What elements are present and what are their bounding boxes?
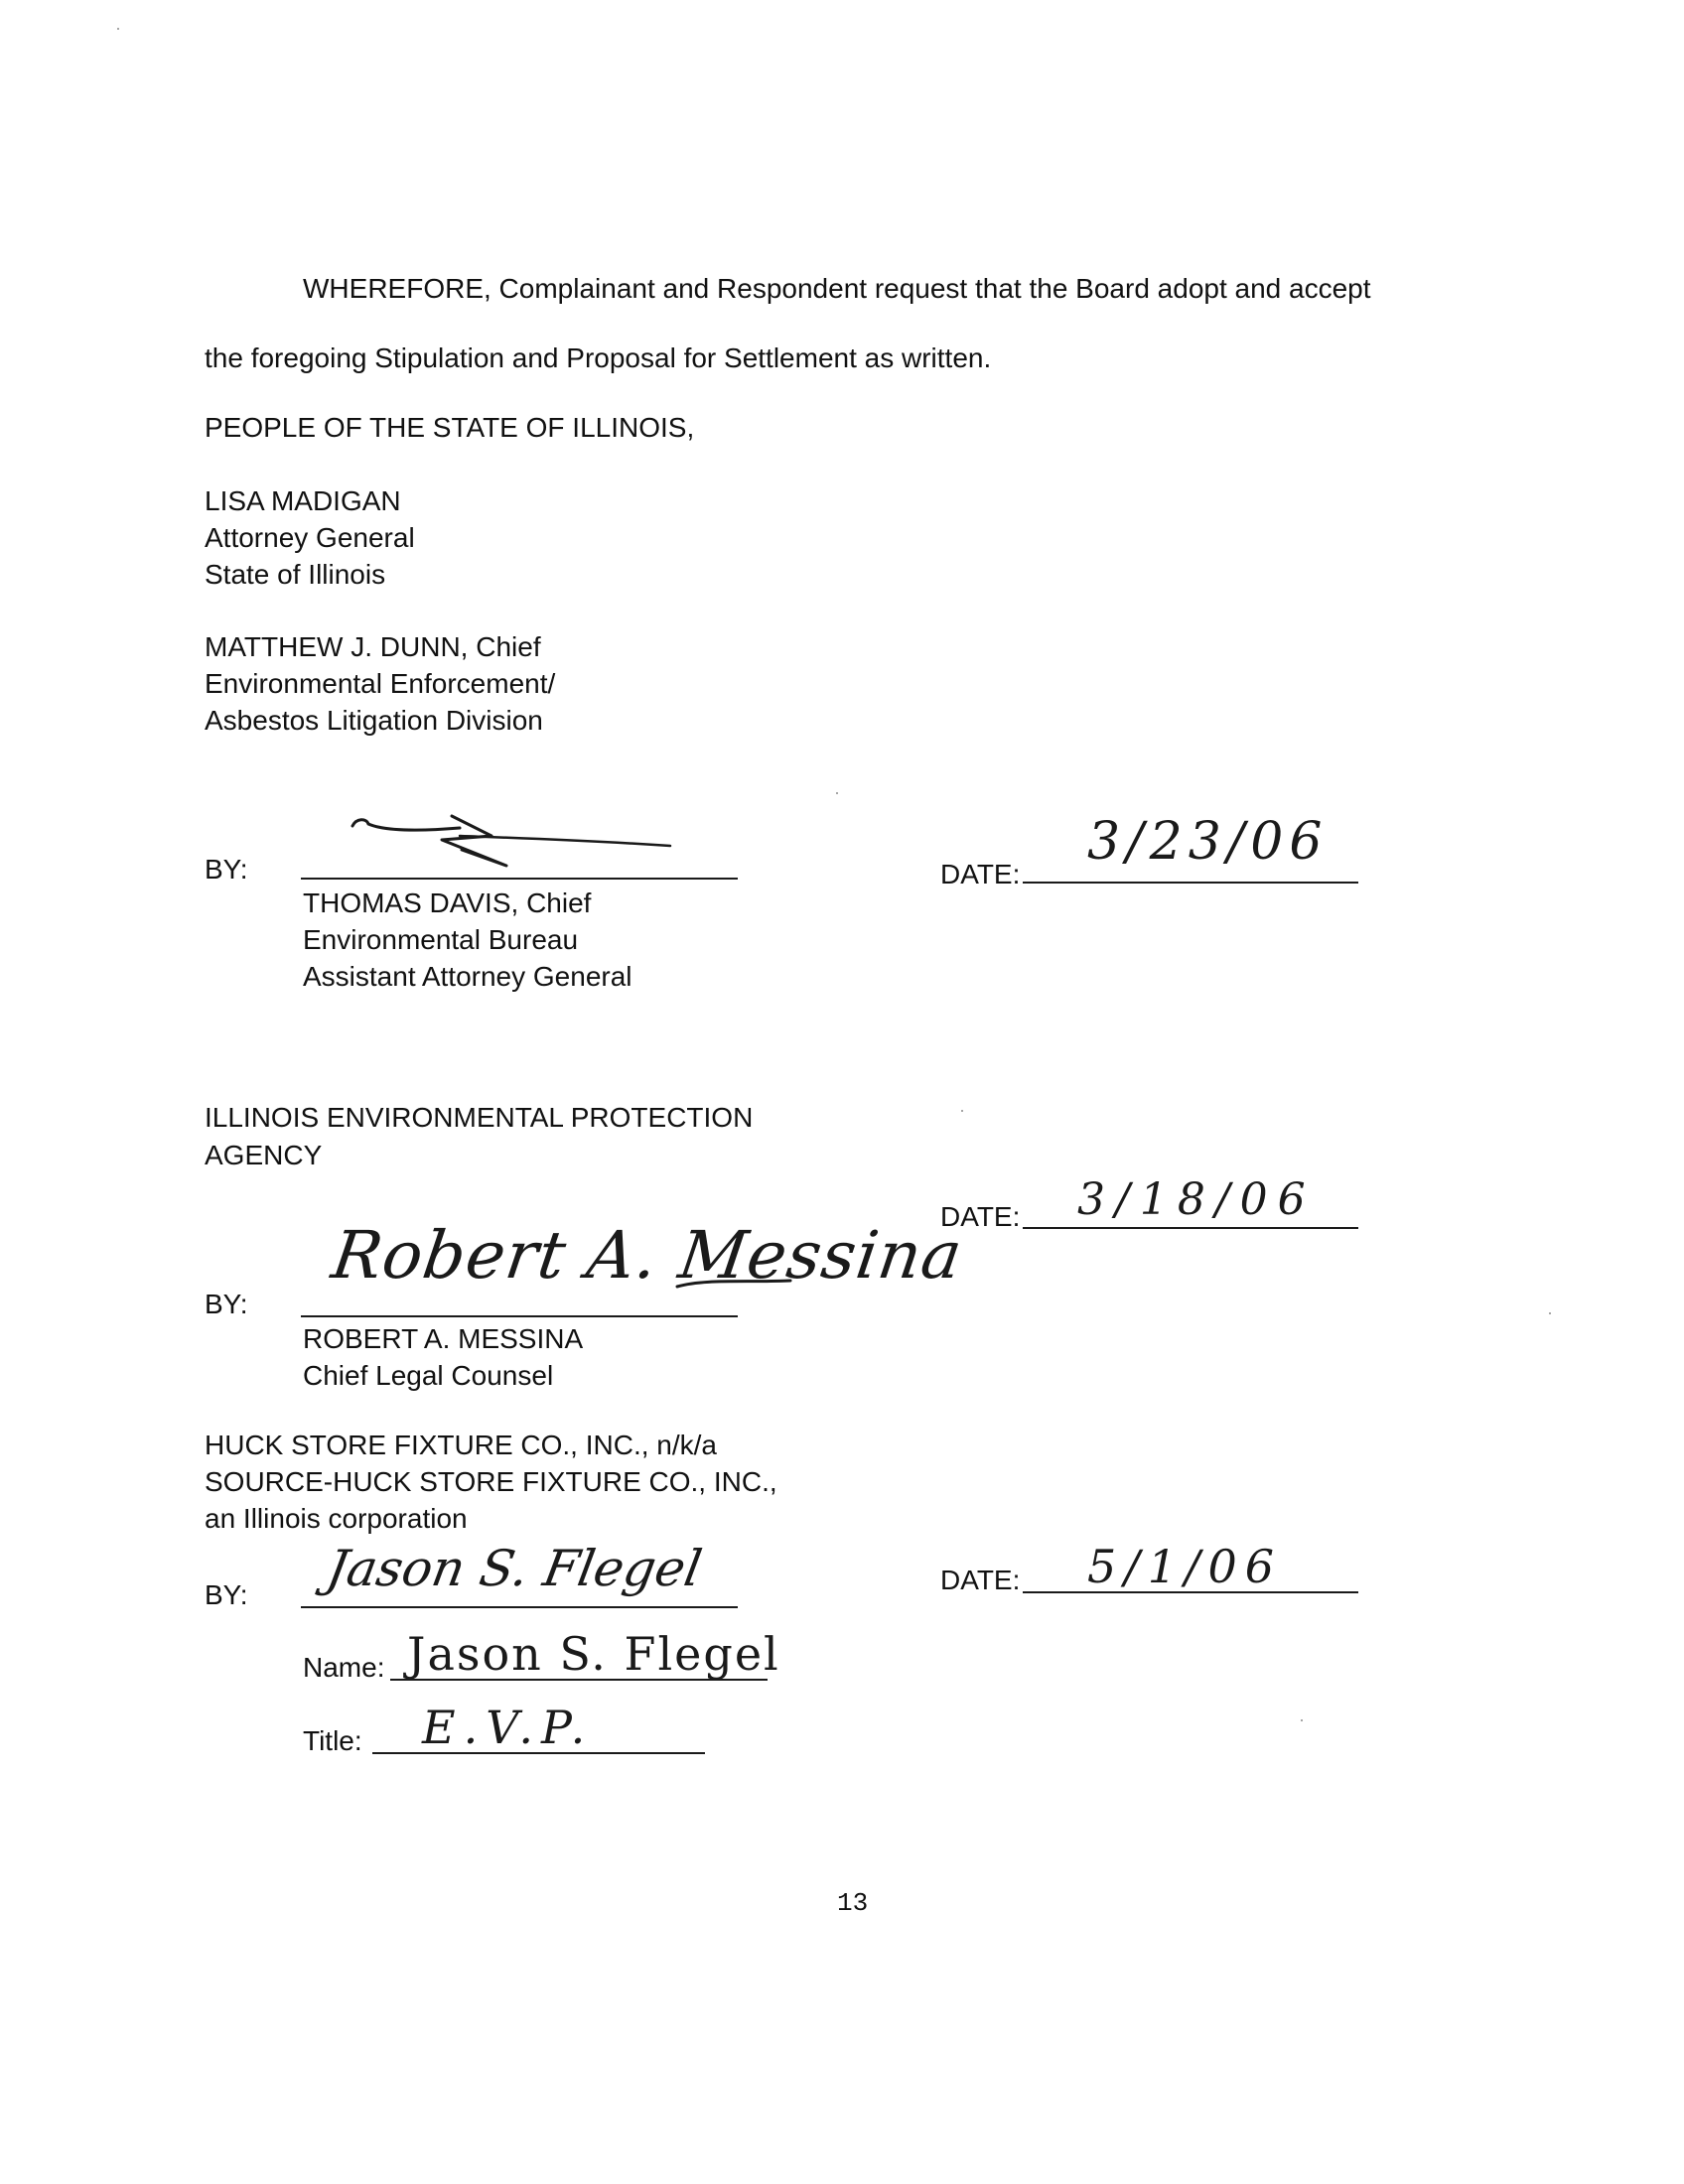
flegel-signature: Jason S. Flegel xyxy=(322,1540,706,1597)
huck-date-value: 5/1/06 xyxy=(1087,1540,1283,1593)
scan-speck xyxy=(836,792,838,794)
agency-date-line xyxy=(1023,1227,1358,1229)
paragraph-line-2: the foregoing Stipulation and Proposal for Settlement as written. xyxy=(205,342,992,373)
by-label-flegel: BY: xyxy=(205,1579,248,1610)
people-date-line xyxy=(1023,882,1358,884)
page-number: 13 xyxy=(837,1888,869,1918)
messina-signature: Robert A. Messina xyxy=(327,1217,968,1294)
huck-heading-line-2: SOURCE-HUCK STORE FIXTURE CO., INC., xyxy=(205,1466,777,1497)
davis-signature-line xyxy=(301,878,738,880)
paragraph-line-1: WHEREFORE, Complainant and Respondent request that the Board adopt and accept xyxy=(303,273,1371,304)
davis-bureau: Environmental Bureau xyxy=(303,924,579,955)
davis-title: Assistant Attorney General xyxy=(303,961,632,992)
attorney-name: LISA MADIGAN xyxy=(205,485,401,516)
chief-name: MATTHEW J. DUNN, Chief xyxy=(205,631,541,662)
title-value: E.V.P. xyxy=(422,1701,594,1754)
flegel-signature-line xyxy=(301,1606,738,1608)
name-value: Jason S. Flegel xyxy=(407,1627,780,1681)
huck-date-label: DATE: xyxy=(940,1565,1021,1595)
name-label: Name: xyxy=(303,1652,385,1683)
people-date-label: DATE: xyxy=(940,859,1021,889)
by-label-davis: BY: xyxy=(205,854,248,885)
scan-speck xyxy=(117,28,119,30)
attorney-title: Attorney General xyxy=(205,522,415,553)
people-date-value: 3/23/06 xyxy=(1087,812,1329,872)
agency-heading-line-1: ILLINOIS ENVIRONMENTAL PROTECTION xyxy=(205,1102,754,1133)
title-label: Title: xyxy=(303,1725,362,1756)
chief-division-line-1: Environmental Enforcement/ xyxy=(205,668,556,699)
chief-division-line-2: Asbestos Litigation Division xyxy=(205,705,543,736)
messina-signature-line xyxy=(301,1315,738,1317)
people-heading: PEOPLE OF THE STATE OF ILLINOIS, xyxy=(205,412,695,443)
messina-signature-flourish xyxy=(675,1269,794,1298)
messina-title: Chief Legal Counsel xyxy=(303,1360,554,1391)
scan-speck xyxy=(1549,1312,1551,1314)
agency-date-label: DATE: xyxy=(940,1201,1021,1232)
davis-signature xyxy=(343,806,680,886)
scan-speck xyxy=(1301,1719,1303,1721)
huck-heading-line-3: an Illinois corporation xyxy=(205,1503,468,1534)
scan-speck xyxy=(961,1110,963,1112)
by-label-messina: BY: xyxy=(205,1289,248,1319)
huck-heading-line-1: HUCK STORE FIXTURE CO., INC., n/k/a xyxy=(205,1430,718,1460)
messina-name: ROBERT A. MESSINA xyxy=(303,1323,584,1354)
agency-heading-line-2: AGENCY xyxy=(205,1140,323,1170)
davis-name: THOMAS DAVIS, Chief xyxy=(303,887,592,918)
agency-date-value: 3/18/06 xyxy=(1077,1174,1316,1225)
attorney-state: State of Illinois xyxy=(205,559,386,590)
